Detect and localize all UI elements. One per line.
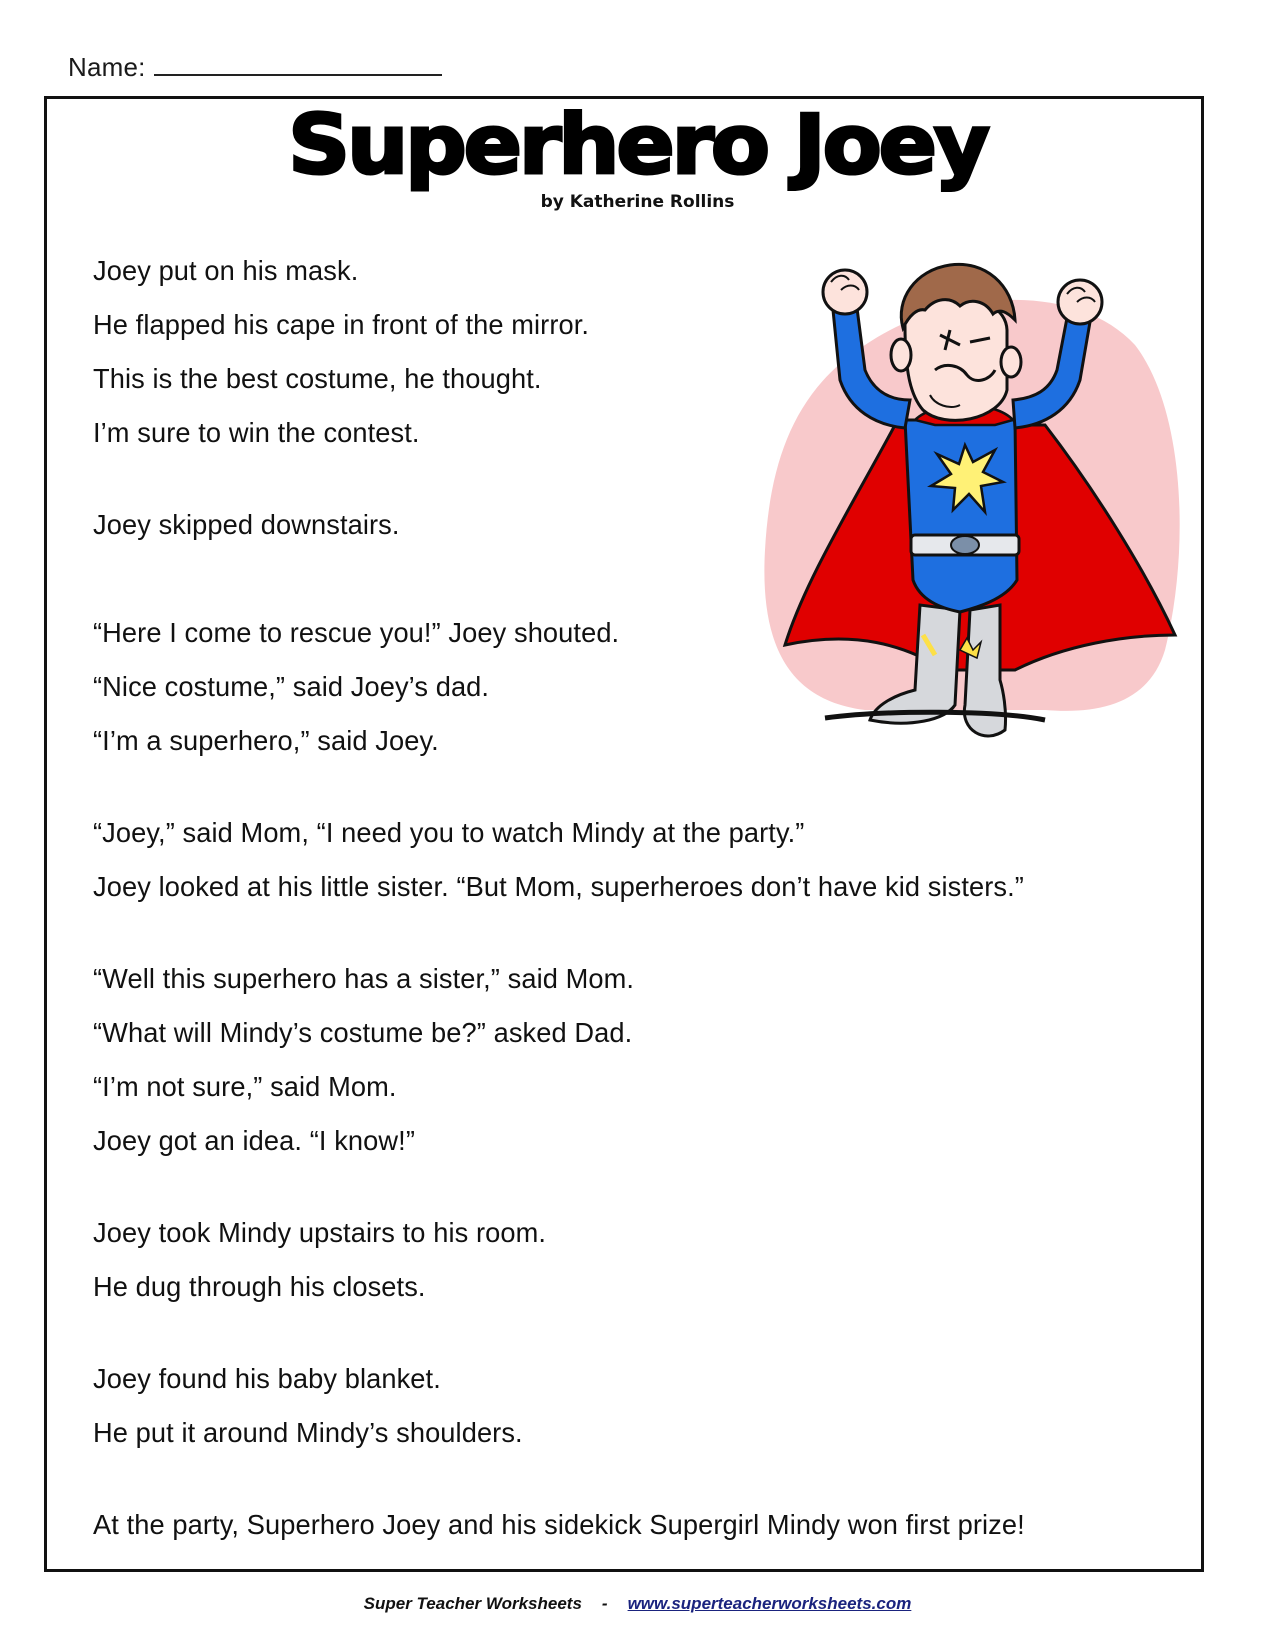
footer-website-link[interactable]: www.superteacherworksheets.com bbox=[627, 1594, 912, 1613]
story-line: He dug through his closets. bbox=[93, 1271, 426, 1302]
story-line: “Nice costume,” said Joey’s dad. bbox=[93, 671, 490, 702]
story-line: Joey looked at his little sister. “But Mom, superheroes don’t have kid sisters.” bbox=[93, 871, 1024, 902]
superhero-illustration bbox=[745, 250, 1185, 750]
story-line: “Here I come to rescue you!” Joey shouted. bbox=[93, 617, 620, 648]
footer bbox=[0, 1594, 1275, 1614]
story-line: “I’m a superhero,” said Joey. bbox=[93, 725, 439, 756]
story-line: “Well this superhero has a sister,” said Mom. bbox=[93, 963, 635, 994]
story-title: Superhero Joey bbox=[288, 98, 987, 193]
story-line: Joey skipped downstairs. bbox=[93, 509, 400, 540]
story-line: Joey found his baby blanket. bbox=[93, 1363, 441, 1394]
name-blank-line[interactable] bbox=[154, 52, 442, 76]
story-line: He flapped his cape in front of the mirror. bbox=[93, 309, 590, 340]
story-line: I’m sure to win the contest. bbox=[93, 417, 420, 448]
story-line: Joey put on his mask. bbox=[93, 255, 359, 286]
story-line: “Joey,” said Mom, “I need you to watch Mindy at the party.” bbox=[93, 817, 805, 848]
story-line: Joey got an idea. “I know!” bbox=[93, 1125, 415, 1156]
story-line: “I’m not sure,” said Mom. bbox=[93, 1071, 397, 1102]
name-label: Name: bbox=[68, 52, 146, 82]
footer-brand: Super Teacher Worksheets bbox=[363, 1594, 582, 1613]
story-line: “What will Mindy’s costume be?” asked Dad. bbox=[93, 1017, 633, 1048]
footer-separator: - bbox=[601, 1594, 608, 1613]
story-line: This is the best costume, he thought. bbox=[93, 363, 542, 394]
story-line: At the party, Superhero Joey and his sidekick Supergirl Mindy won first prize! bbox=[93, 1509, 1025, 1540]
story-line: Joey took Mindy upstairs to his room. bbox=[93, 1217, 547, 1248]
story-line: He put it around Mindy’s shoulders. bbox=[93, 1417, 523, 1448]
name-field-row bbox=[68, 52, 442, 83]
story-byline: by Katherine Rollins bbox=[540, 192, 735, 212]
